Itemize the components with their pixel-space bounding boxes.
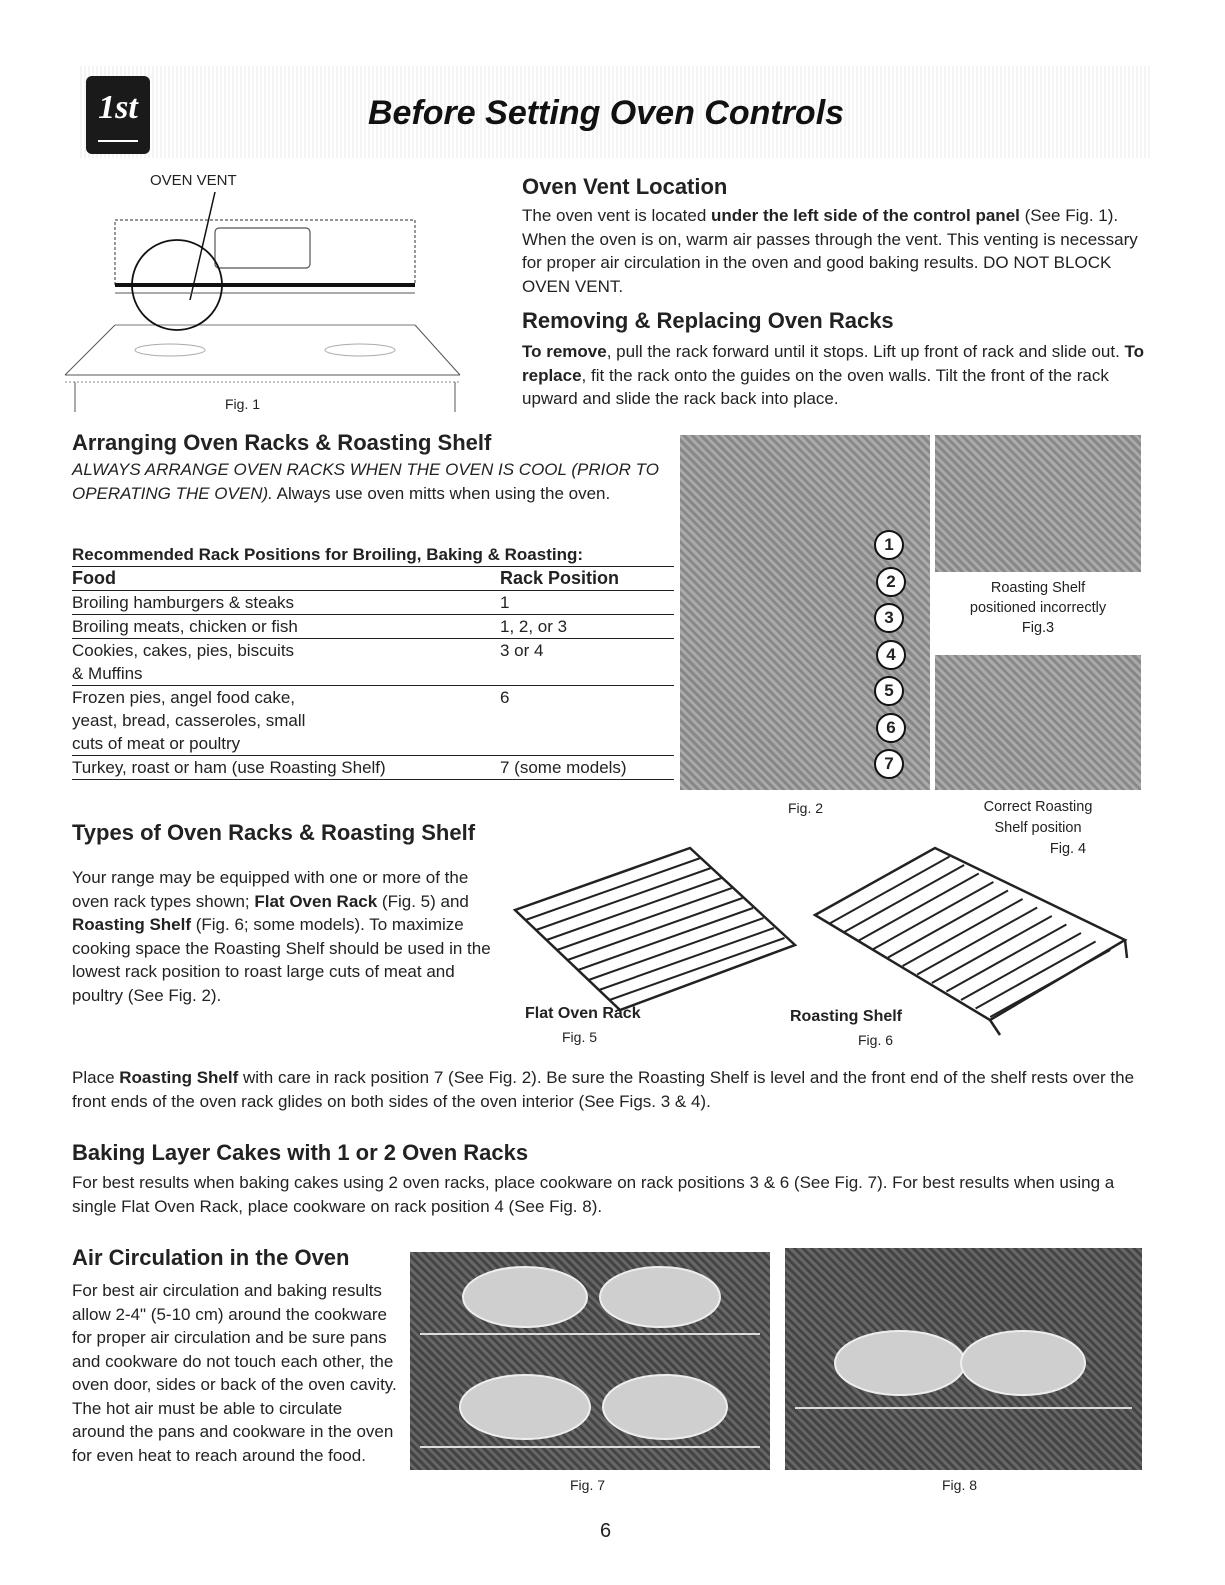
rack-rung — [946, 925, 1066, 992]
rack-position-marker: 4 — [876, 640, 906, 670]
rack-rung — [610, 938, 785, 1000]
rack-rung — [961, 933, 1081, 1000]
table-header-row — [72, 567, 674, 591]
rack-rung — [568, 898, 743, 960]
arranging-section — [72, 430, 672, 505]
table-body — [72, 591, 674, 780]
arranging-heading: Arranging Oven Racks & Roasting Shelf — [72, 430, 492, 455]
place-section — [72, 1066, 1152, 1113]
rack-rung — [557, 888, 732, 950]
fig4-photo — [935, 655, 1141, 790]
page-number: 6 — [600, 1520, 612, 1542]
remove-text: , pull the rack forward until it stops. Lift up front of rack and slide out. — [606, 342, 1125, 361]
table-cell-food: Turkey, roast or ham (use Roasting Shelf) — [72, 758, 386, 777]
layer-cakes-section — [72, 1140, 1152, 1218]
oven-vent-section — [522, 174, 1152, 298]
rack-rung — [976, 942, 1096, 1009]
rack-rung — [888, 891, 1008, 958]
place-text-1: Place — [72, 1068, 120, 1087]
rack-rung — [932, 916, 1052, 983]
rack-rung — [830, 857, 950, 924]
fig5-label: Flat Oven Rack — [525, 1005, 641, 1022]
fig3-caption-line3: Fig.3 — [1021, 620, 1055, 636]
layer-cakes-text: For best results when baking cakes using 2 oven racks, place cookware on rack positions 3 & 6 (See Fig. 7). For best results when using a single Flat Oven Rack, place cookware on rack position 4 (See Fig. 8). — [72, 1173, 1115, 1216]
rack-position-marker: 6 — [876, 713, 906, 743]
fig4-caption-line1: Correct Roasting — [983, 799, 1093, 815]
rack-position-marker: 1 — [874, 530, 904, 560]
table-cell-food: Broiling meats, chicken or fish — [72, 617, 298, 636]
table-cell-rack: 1 — [500, 593, 510, 612]
fig3-caption-line2: positioned incorrectly — [969, 600, 1107, 616]
fig8-photo — [785, 1248, 1142, 1470]
types-section — [72, 820, 502, 1007]
removing-heading: Removing & Replacing Oven Racks — [522, 308, 894, 333]
badge-underline — [98, 140, 138, 142]
fig8-pans — [785, 1248, 1142, 1470]
types-text-2: (Fig. 5) and — [377, 891, 469, 911]
fig5-caption: Fig. 5 — [562, 1029, 598, 1045]
oven-vent-text-bold: under the left side of the control panel — [711, 206, 1020, 225]
removing-text — [522, 340, 1152, 411]
layer-cakes-heading: Baking Layer Cakes with 1 or 2 Oven Racks — [72, 1140, 529, 1165]
table-cell-rack: 1, 2, or 3 — [500, 617, 568, 636]
place-text-2: with care in rack position 7 (See Fig. 2). Be sure the Roasting Shelf is level and the front end of the shelf rests over the front ends of the oven rack glides on both sides of the oven interior (See Figs. 3 & 4). — [72, 1068, 1135, 1111]
rack-rung — [526, 858, 701, 920]
rack-positions-table — [72, 545, 674, 780]
table-cell-rack: 7 (some models) — [500, 758, 627, 777]
replace-text: , fit the rack onto the guides on the oven walls. Tilt the front of the rack upward and slide the rack back into place. — [522, 365, 1109, 408]
fig5-flat-rack-drawing — [505, 840, 805, 1020]
fig1-range-drawing — [60, 190, 470, 415]
fig4-caption-line3: Fig. 4 — [1049, 841, 1087, 857]
rack-rung — [990, 950, 1110, 1017]
types-text-3: (Fig. 6; some models). To maximize cooking space the Roasting Shelf should be used in the lowest rack position to roast large cuts of meat and poultry (See Fig. 2). — [72, 915, 491, 1005]
table-row — [72, 591, 674, 615]
table-row — [72, 686, 674, 756]
types-text — [72, 866, 502, 1007]
table-cell-rack: 3 or 4 — [500, 641, 544, 660]
oven-vent-text — [522, 204, 1152, 298]
types-heading: Types of Oven Racks & Roasting Shelf — [72, 820, 476, 845]
removing-section — [522, 308, 1152, 411]
table-title: Recommended Rack Positions for Broiling, Baking & Roasting: — [72, 545, 674, 567]
fig2-caption: Fig. 2 — [788, 800, 824, 816]
arranging-text — [72, 458, 672, 505]
air-section — [72, 1245, 397, 1467]
badge-text: 1st — [98, 89, 138, 126]
rack-rung — [547, 878, 722, 940]
col-rack: Rack Position — [500, 568, 620, 588]
rack-rung — [578, 908, 753, 970]
fig8-caption: Fig. 8 — [942, 1477, 978, 1493]
table-row — [72, 639, 674, 686]
rack-position-marker: 5 — [874, 676, 904, 706]
oven-vent-heading: Oven Vent Location — [522, 174, 728, 199]
table-cell-food: Frozen pies, angel food cake, yeast, bread, casseroles, small cuts of meat or poultry — [72, 688, 306, 753]
oven-vent-text-a: The oven vent is located — [522, 206, 712, 225]
table-cell-food: Broiling hamburgers & steaks — [72, 593, 295, 612]
table-row — [72, 615, 674, 639]
arranging-rest: Always use oven mitts when using the oven. — [272, 483, 611, 503]
fig7-pans — [410, 1252, 770, 1470]
rack-rung — [873, 882, 993, 949]
fig6-caption: Fig. 6 — [858, 1032, 894, 1048]
rack-position-marker: 2 — [876, 567, 906, 597]
rack-rung — [859, 874, 979, 941]
place-roasting-bold: Roasting Shelf — [119, 1068, 239, 1087]
table-cell-rack: 6 — [500, 688, 510, 707]
place-text — [72, 1066, 1152, 1113]
flat-rack-rungs — [526, 858, 785, 1000]
types-roasting-bold: Roasting Shelf — [72, 915, 192, 934]
rack-rung — [903, 899, 1023, 966]
oven-vent-text-b: (See Fig. 1). When the oven is on, warm air passes through the vent. This venting is necessary for proper air circulation in the oven and good baking results. DO NOT BLOCK OVEN VENT. — [522, 206, 1138, 296]
air-text: For best air circulation and baking results allow 2-4" (5-10 cm) around the cookware for proper air circulation and be sure pans and cookware do not touch each other, the oven door, sides or back of the oven cavity. The hot air must be able to circulate around the pans and cookware in the oven for even heat to reach around the food. — [72, 1281, 397, 1465]
page-title: Before Setting Oven Controls — [368, 94, 845, 132]
rack-rung — [844, 865, 964, 932]
air-heading: Air Circulation in the Oven — [72, 1245, 350, 1270]
col-food: Food — [72, 568, 116, 588]
rack-rung — [589, 918, 764, 980]
fig3-caption — [935, 578, 1141, 638]
rack-rung — [536, 868, 711, 930]
types-text-1: Your range may be equipped with one or more of the oven rack types shown; — [72, 868, 469, 911]
fig3-photo — [935, 435, 1141, 572]
to-replace-bold: To replace — [522, 342, 1145, 385]
fig7-photo — [410, 1252, 770, 1470]
fig3-caption-line1: Roasting Shelf — [990, 580, 1086, 596]
rack-position-marker: 3 — [874, 603, 904, 633]
fig6-label: Roasting Shelf — [790, 1008, 903, 1025]
section-badge — [86, 76, 150, 154]
table-row — [72, 756, 674, 780]
rack-rung — [917, 908, 1037, 975]
roasting-shelf-rungs — [830, 857, 1111, 1018]
table-cell-food: Cookies, cakes, pies, biscuits & Muffins — [72, 641, 295, 683]
rack-position-marker: 7 — [874, 749, 904, 779]
oven-vent-label: OVEN VENT — [150, 172, 237, 189]
rack-rung — [599, 928, 774, 990]
fig1-caption: Fig. 1 — [225, 396, 261, 412]
fig7-caption: Fig. 7 — [570, 1477, 606, 1493]
arranging-italic: ALWAYS ARRANGE OVEN RACKS WHEN THE OVEN IS COOL (PRIOR TO OPERATING THE OVEN). — [72, 460, 659, 503]
types-flat-bold: Flat Oven Rack — [254, 891, 378, 911]
fig4-caption-line2: Shelf position — [994, 820, 1082, 836]
to-remove-bold: To remove — [522, 342, 607, 361]
